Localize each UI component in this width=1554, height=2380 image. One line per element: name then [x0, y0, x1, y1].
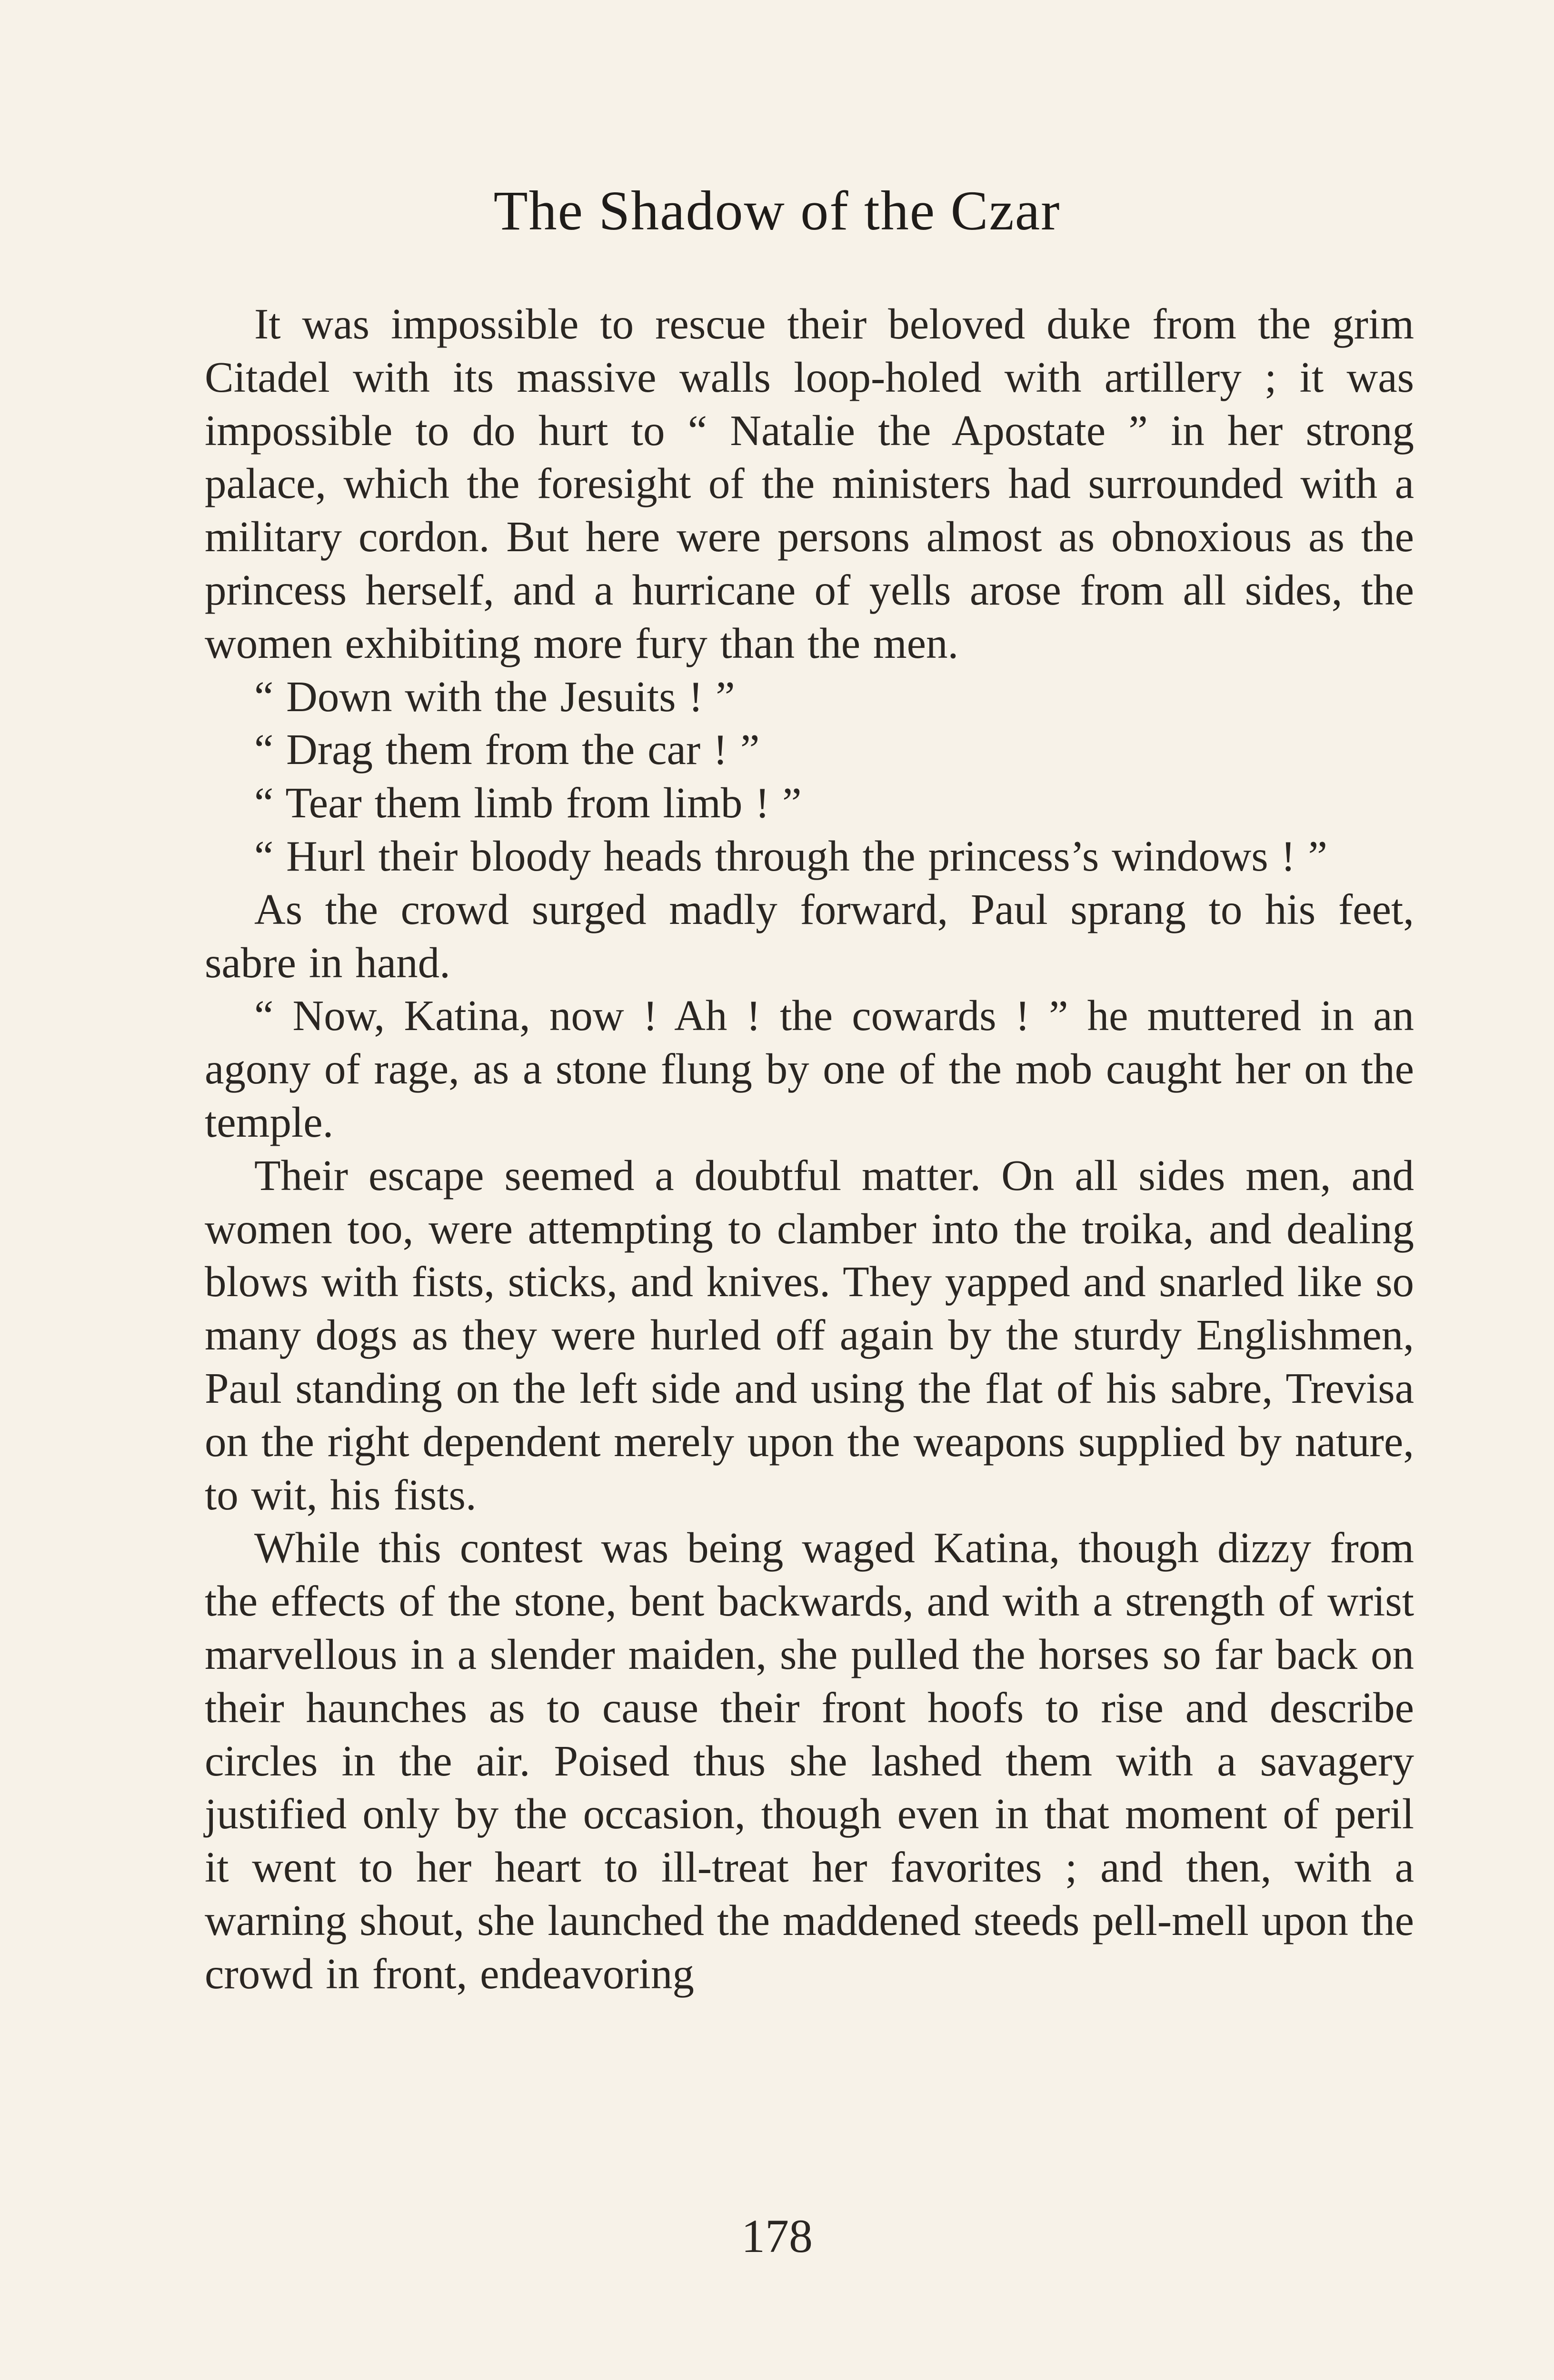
running-head: The Shadow of the Czar: [493, 179, 1061, 242]
paragraph-3: “ Drag them from the car ! ”: [254, 725, 760, 774]
paragraph-7: “ Now, Katina, now ! Ah ! the cowards ! ” he muttered in an agony of rage, as a stone flung by one of the mob caught her on the temple.: [205, 992, 1414, 1146]
paragraph-2: “ Down with the Jesuits ! ”: [254, 672, 735, 721]
paragraph-9: While this contest was being waged Katina, though dizzy from the effects of the stone, bent backwards, and with a strength of wrist marvellous in a slender maiden, she pulled the horses so far back on their haunches as to cause their front hoofs to rise and describe circles in the air. Poised thus she lashed them with a savagery justified only by the occasion, though even in that moment of peril it went to her heart to ill-treat her favorites ; and then, with a warning shout, she launched the maddened steeds pell-mell upon the crowd in front, endeavoring: [205, 1524, 1414, 1998]
paragraph-8: Their escape seemed a doubtful matter. On all sides men, and women too, were attempting to clamber into the troika, and dealing blows with fists, sticks, and knives. They yapped and snarled like so many dogs as they were hurled off again by the sturdy Englishmen, Paul standing on the left side and using the flat of his sabre, Trevisa on the right dependent merely upon the weapons supplied by nature, to wit, his fists.: [205, 1151, 1414, 1519]
paragraph-5: “ Hurl their bloody heads through the princess’s windows ! ”: [254, 832, 1327, 880]
body-text: [205, 298, 1414, 2001]
paragraph-1: It was impossible to rescue their beloved duke from the grim Citadel with its massive walls loop-holed with artillery ; it was impossible to do hurt to “ Natalie the Apostate ” in her strong palace, which the foresight of the ministers had surrounded with a military cordon. But here were persons almost as obnoxious as the princess herself, and a hurricane of yells arose from all sides, the women exhibiting more fury than the men.: [205, 300, 1414, 667]
page-number: 178: [741, 2210, 813, 2262]
paragraph-6: As the crowd surged madly forward, Paul sprang to his feet, sabre in hand.: [205, 885, 1414, 987]
paragraph-4: “ Tear them limb from limb ! ”: [254, 779, 802, 827]
